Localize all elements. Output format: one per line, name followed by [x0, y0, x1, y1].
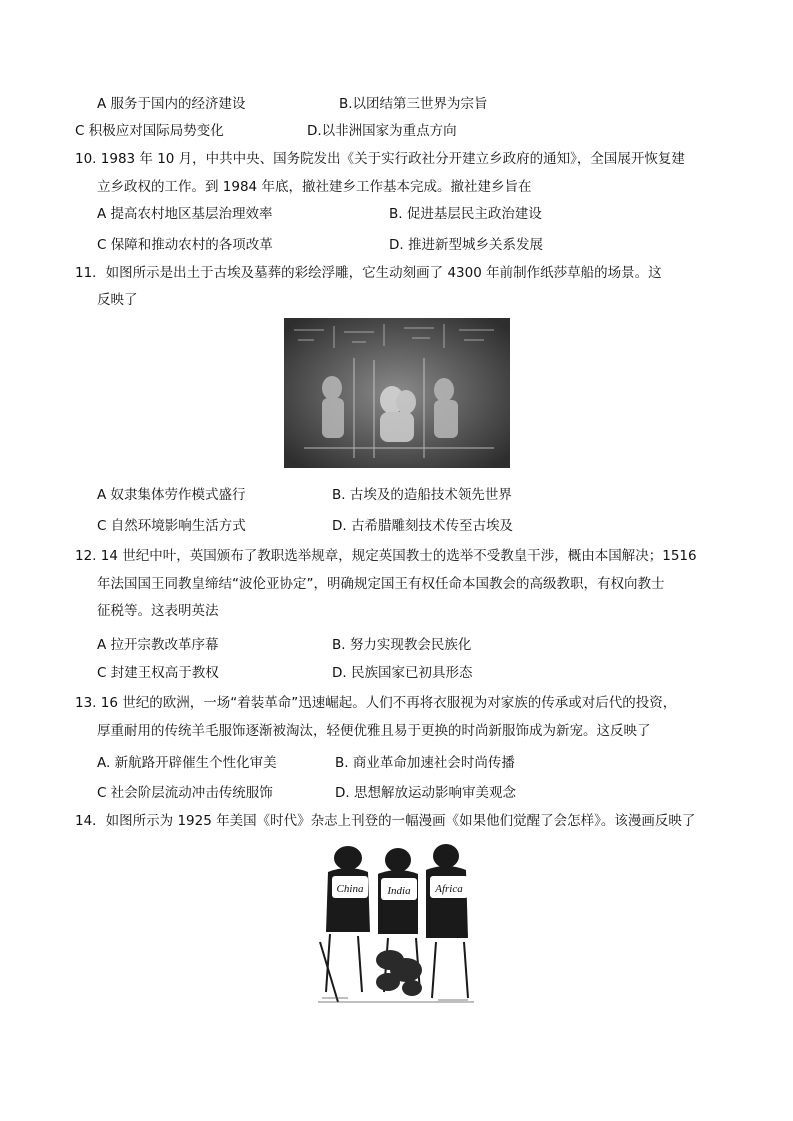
q9-option-b: B.以团结第三世界为宗旨	[339, 96, 488, 112]
q13-option-c: C 社会阶层流动冲击传统服饰	[97, 785, 273, 801]
q12-option-a: A 拉开宗教改革序幕	[97, 637, 219, 653]
egyptian-relief-image	[284, 318, 510, 468]
q13-option-a: A. 新航路开辟催生个性化审美	[97, 755, 277, 771]
time-magazine-cartoon-image	[318, 842, 474, 1006]
q10-option-d: D. 推进新型城乡关系发展	[389, 237, 543, 253]
q10-stem-line2: 立乡政权的工作。到 1984 年底，撤社建乡工作基本完成。撤社建乡旨在	[97, 179, 532, 195]
q9-option-a: A 服务于国内的经济建设	[97, 96, 246, 112]
q12-option-c: C 封建王权高于教权	[97, 665, 219, 681]
q10-stem-line1: 10. 1983 年 10 月，中共中央、国务院发出《关于实行政社分开建立乡政府的通知》，全国展开恢复建	[75, 151, 685, 167]
cartoon-label-africa: Africa	[435, 883, 463, 895]
q11-stem-line2: 反映了	[97, 292, 138, 308]
q9-option-d: D.以非洲国家为重点方向	[307, 123, 457, 139]
q14-stem-line1: 14．如图所示为 1925 年美国《时代》杂志上刊登的一幅漫画《如果他们觉醒了会怎样》。该漫画反映了	[75, 813, 696, 829]
q13-option-b: B. 商业革命加速社会时尚传播	[335, 755, 515, 771]
q12-option-b: B. 努力实现教会民族化	[332, 637, 472, 653]
q10-option-b: B. 促进基层民主政治建设	[389, 206, 542, 222]
q12-stem-line2: 年法国国王同教皇缔结“波伦亚协定”，明确规定国王有权任命本国教会的高级教职，有权向教士	[97, 576, 665, 592]
q11-option-d: D. 古希腊雕刻技术传至古埃及	[332, 518, 513, 534]
q12-stem-line3: 征税等。这表明英法	[97, 603, 219, 619]
q11-option-a: A 奴隶集体劳作模式盛行	[97, 487, 246, 503]
q13-option-d: D. 思想解放运动影响审美观念	[335, 785, 516, 801]
q10-option-c: C 保障和推动农村的各项改革	[97, 237, 273, 253]
q9-option-c: C 积极应对国际局势变化	[75, 123, 224, 139]
q13-stem-line1: 13. 16 世纪的欧洲，一场“着装革命”迅速崛起。人们不再将衣服视为对家族的传承或对后代的投资，	[75, 695, 677, 711]
q12-option-d: D. 民族国家已初具形态	[332, 665, 473, 681]
q10-option-a: A 提高农村地区基层治理效率	[97, 206, 273, 222]
cartoon-label-india: India	[387, 885, 411, 897]
q12-stem-line1: 12. 14 世纪中叶，英国颁布了教职选举规章，规定英国教士的选举不受教皇干涉，概由本国解决；1516	[75, 548, 697, 564]
q13-stem-line2: 厚重耐用的传统羊毛服饰逐渐被淘汰，轻便优雅且易于更换的时尚新服饰成为新宠。这反映了	[97, 723, 651, 739]
q11-option-b: B. 古埃及的造船技术领先世界	[332, 487, 512, 503]
q11-option-c: C 自然环境影响生活方式	[97, 518, 246, 534]
q11-stem-line1: 11．如图所示是出土于古埃及墓葬的彩绘浮雕，它生动刻画了 4300 年前制作纸莎草船的场景。这	[75, 265, 662, 281]
cartoon-label-china: China	[336, 883, 364, 895]
